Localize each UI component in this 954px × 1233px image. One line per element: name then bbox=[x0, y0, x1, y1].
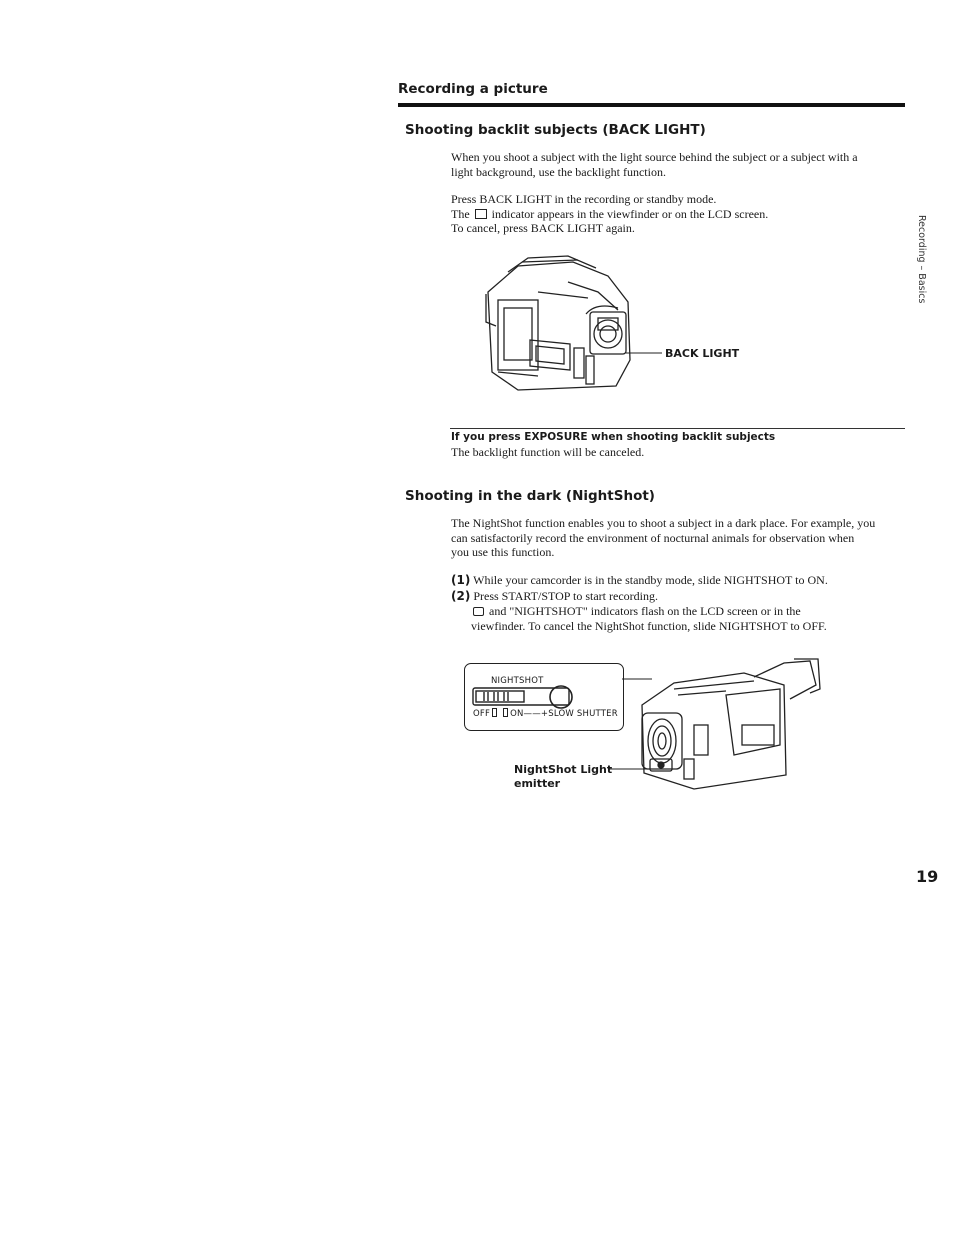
nightshot-heading: Shooting in the dark (NightShot) bbox=[405, 488, 655, 504]
page-number: 19 bbox=[916, 867, 939, 886]
header-rule bbox=[398, 103, 905, 107]
emitter-label-line2: emitter bbox=[514, 777, 561, 790]
side-tab-label: Recording – Basics bbox=[916, 215, 927, 304]
step2-text: Press START/STOP to start recording. bbox=[473, 588, 658, 603]
emitter-label bbox=[514, 763, 612, 791]
nightshot-switch-callout bbox=[464, 663, 624, 731]
camcorder-backlight-illustration bbox=[478, 252, 728, 397]
step1-text: While your camcorder is in the standby mode, slide NIGHTSHOT to ON. bbox=[473, 573, 828, 587]
backlight-intro bbox=[451, 150, 901, 179]
nightshot-intro-line3: you use this function. bbox=[451, 545, 555, 559]
step2-number: (2) bbox=[451, 588, 471, 603]
arrow-right-icon: ——+ bbox=[523, 709, 549, 719]
backlight-steps bbox=[451, 192, 901, 236]
nightshot-intro bbox=[451, 516, 906, 560]
emitter-label-line1: NightShot Light bbox=[514, 763, 613, 776]
step2-cont1: and "NIGHTSHOT" indicators flash on the LCD screen or in the bbox=[489, 604, 801, 618]
backlight-intro-line2: light background, use the backlight function. bbox=[451, 164, 666, 179]
slow-shutter-button-icon bbox=[547, 683, 575, 711]
backlight-indicator-icon bbox=[475, 209, 487, 219]
switch-title: NIGHTSHOT bbox=[491, 676, 544, 686]
backlight-heading: Shooting backlit subjects (BACK LIGHT) bbox=[405, 122, 706, 138]
switch-slow-label: SLOW SHUTTER bbox=[548, 709, 618, 719]
nightshot-step2-cont bbox=[451, 604, 906, 619]
emitter-callout-line bbox=[608, 766, 648, 772]
step1-number: (1) bbox=[451, 573, 471, 587]
switch-on-label: ON bbox=[510, 709, 524, 719]
on-mark-icon bbox=[503, 708, 508, 717]
nightshot-step2 bbox=[451, 589, 906, 604]
note-text: The backlight function will be canceled. bbox=[451, 445, 645, 459]
nightshot-intro-line2: can satisfactorily record the environment of nocturnal animals for observation when bbox=[451, 530, 855, 545]
camcorder-nightshot-illustration bbox=[634, 655, 824, 795]
side-tab bbox=[905, 215, 935, 305]
backlight-step1: Press BACK LIGHT in the recording or standby mode. bbox=[451, 192, 717, 206]
step2-cont2: viewfinder. To cancel the NightShot function, slide NIGHTSHOT to OFF. bbox=[471, 618, 827, 633]
note-title: If you press EXPOSURE when shooting backlit subjects bbox=[451, 431, 776, 443]
section-title: Recording a picture bbox=[398, 81, 548, 97]
off-mark-icon bbox=[492, 708, 497, 717]
backlight-intro-line1: When you shoot a subject with the light source behind the subject or a subject with a bbox=[451, 150, 858, 164]
note-rule bbox=[450, 428, 905, 429]
backlight-step2-post: indicator appears in the viewfinder or on the LCD screen. bbox=[491, 206, 769, 221]
switch-positions bbox=[473, 708, 618, 719]
backlight-step2-pre: The bbox=[451, 206, 470, 221]
switch-off-label: OFF bbox=[473, 709, 491, 719]
backlight-step3: To cancel, press BACK LIGHT again. bbox=[451, 221, 635, 235]
nightshot-step1 bbox=[451, 573, 906, 588]
nightshot-steps bbox=[451, 573, 906, 633]
backlight-step2 bbox=[451, 207, 901, 222]
nightshot-intro-line1: The NightShot function enables you to shoot a subject in a dark place. For example, you bbox=[451, 516, 876, 530]
nightshot-indicator-icon bbox=[473, 607, 484, 616]
back-light-label: BACK LIGHT bbox=[665, 347, 740, 360]
